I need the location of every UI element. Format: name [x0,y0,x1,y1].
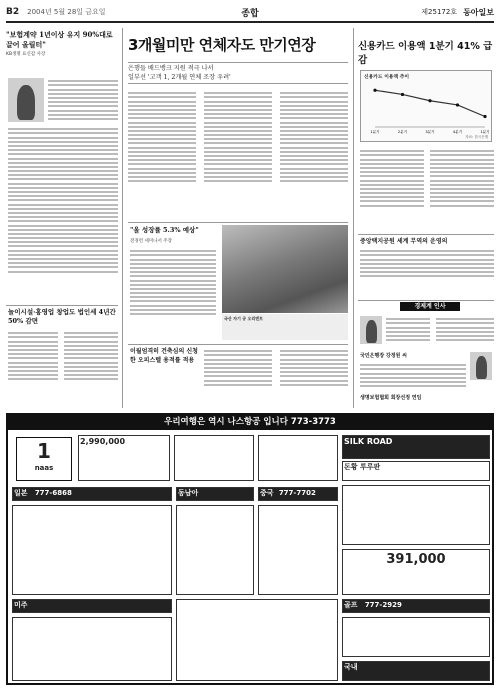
ad-cell-1 [78,435,170,481]
ad-cell-3 [258,435,338,481]
left-column [6,30,118,58]
person-photo-1 [360,316,382,344]
chart-x-tick: 1분기 [370,130,380,134]
photo-caption [222,314,348,340]
news-photo [222,225,348,313]
ad-golf-label: 골프 [344,601,358,609]
chart-point [401,93,404,96]
newspaper-brand: 동아일보 [463,7,494,17]
ad-logo-mark: 1 [37,439,51,463]
chart-point [456,103,459,106]
box1-body [130,248,216,317]
header-rule [6,21,494,23]
right-box-rule [358,300,494,301]
left-column-title: "보험계약 1년이상 유지 90%대로 끌어 올릴터" [6,30,113,49]
executive-portrait [8,78,44,122]
chart-x-tick: 3분기 [425,130,435,134]
right-story1-body [360,248,494,280]
issue-date: 2004년 5월 28일 금요일 [27,8,106,16]
ad-right-title: SILK ROAD [344,437,393,446]
chart-x-tick: 1분기 [480,130,490,134]
side-body-col1 [360,148,424,209]
ad-cell-right-price [342,549,490,595]
ad-logo-text: naas [34,464,54,472]
box1-headline: "올 성장률 5.3% 예상" [130,226,199,234]
page-number: B2 [6,7,20,17]
person-photo-2 [470,352,492,380]
main-body-col1 [128,90,196,184]
issue-number: 제25172호 [421,8,458,16]
ad-america-bar [12,599,172,613]
ad-cell-2 [174,435,254,481]
ad-japan-bar [12,487,172,501]
people-item-headline-2: 생명보험협회 회장선정 연임 [360,395,422,401]
main-subhead [128,62,348,84]
mid-left-body-2 [64,330,118,382]
main-subhead-2: 일부선 '고객 1, 2개월 연체 조장 우려' [128,74,231,81]
column-divider-2 [353,28,354,408]
right-story1-rule [358,234,494,235]
people-box-title: 경제계 인사 [400,302,460,311]
ad-domestic-label: 국내 [344,663,358,671]
chart-svg [361,71,493,143]
ad-cell-center-bottom [176,599,338,681]
left-body-2 [8,126,118,275]
mid-center-rule [128,344,348,345]
people-body-3 [360,362,466,389]
ad-cell-right-list [342,485,490,545]
ad-cell-china-list [258,505,338,595]
travel-advertisement[interactable] [6,413,494,685]
ad-japan-label: 일본 [14,489,28,497]
ad-cell-golf-list [342,617,490,657]
main-body-col3 [280,90,348,184]
chart-x-tick: 4분기 [452,130,463,134]
left-column-person: KB생명 표신갑 사장 [6,52,46,57]
side-body-col2 [430,148,494,209]
chart-source: 자료: 한국은행 [465,135,488,139]
people-item-headline: 국민은행장 강정원 씨 [360,353,407,359]
left-body-1 [48,78,118,122]
card-usage-chart [360,70,492,142]
chart-point [373,89,376,92]
section-title: 종합 [241,8,259,19]
ad-domestic-bar [342,661,490,681]
photo-caption-title: 국산 자기 공 오리엔트 [224,316,263,321]
mid-left-body-1 [8,330,58,382]
ad-logo [16,437,72,481]
ad-china-bar [258,487,338,501]
main-subhead-1: 은행들 배드뱅크 지원 적극 나서 [128,65,214,72]
chart-x-tick: 2분기 [397,130,408,134]
ad-banner: 우리여행은 역시 나스항공 입니다 773-3773 [8,415,492,430]
ad-sea-bar [176,487,254,501]
main-body-col2 [204,90,272,184]
people-body-1 [386,316,430,343]
people-body-2 [436,316,494,343]
chart-title: 신용카드 이용액 추이 [364,75,410,80]
ad-golf-phone: 777-2929 [364,601,402,609]
ad-china-phone: 777-7702 [278,489,316,497]
ad-golf-bar [342,599,490,613]
mid-left-headline: 놀이시설·홍영업 창업도 법인세 4년간 50% 감면 [8,308,116,325]
chart-series-line [375,90,485,116]
mid-center-body-1 [204,348,272,388]
ad-japan-phone: 777-6868 [34,489,72,497]
ad-right-header [342,435,490,459]
ad-america-label: 미주 [14,601,28,609]
ad-price-2: 391,000 [386,552,446,567]
column-divider-1 [122,28,123,408]
ad-china-label: 중국 [260,489,274,497]
ad-sea-label: 동남아 [178,489,199,497]
mid-left-rule [6,305,118,306]
mid-center-headline: 이월엄격히 건축심의 신청한 오피스텔 용적률 적용 [130,348,198,364]
mid-center-body-2 [280,348,348,388]
ad-right-subtitle: 돈황 투루판 [344,463,381,471]
box1-rule [128,222,348,223]
box1-subline: 전경련 세미나서 주장 [130,239,172,244]
ad-cell-japan-list [12,505,172,595]
ad-price-1: 2,990,000 [80,437,126,446]
ad-right-sub [342,461,490,481]
side-headline: 신용카드 이용액 1분기 41% 급감 [358,41,493,66]
main-headline: 3개월미만 연체자도 만기연장 [128,36,316,54]
ad-cell-sea-list [176,505,254,595]
ad-cell-america-list [12,617,172,681]
page-header [6,4,494,20]
right-story1-headline: 중앙택지공원 세계 무역의 운영의 [360,238,448,245]
chart-point [483,115,486,118]
chart-point [428,99,431,102]
